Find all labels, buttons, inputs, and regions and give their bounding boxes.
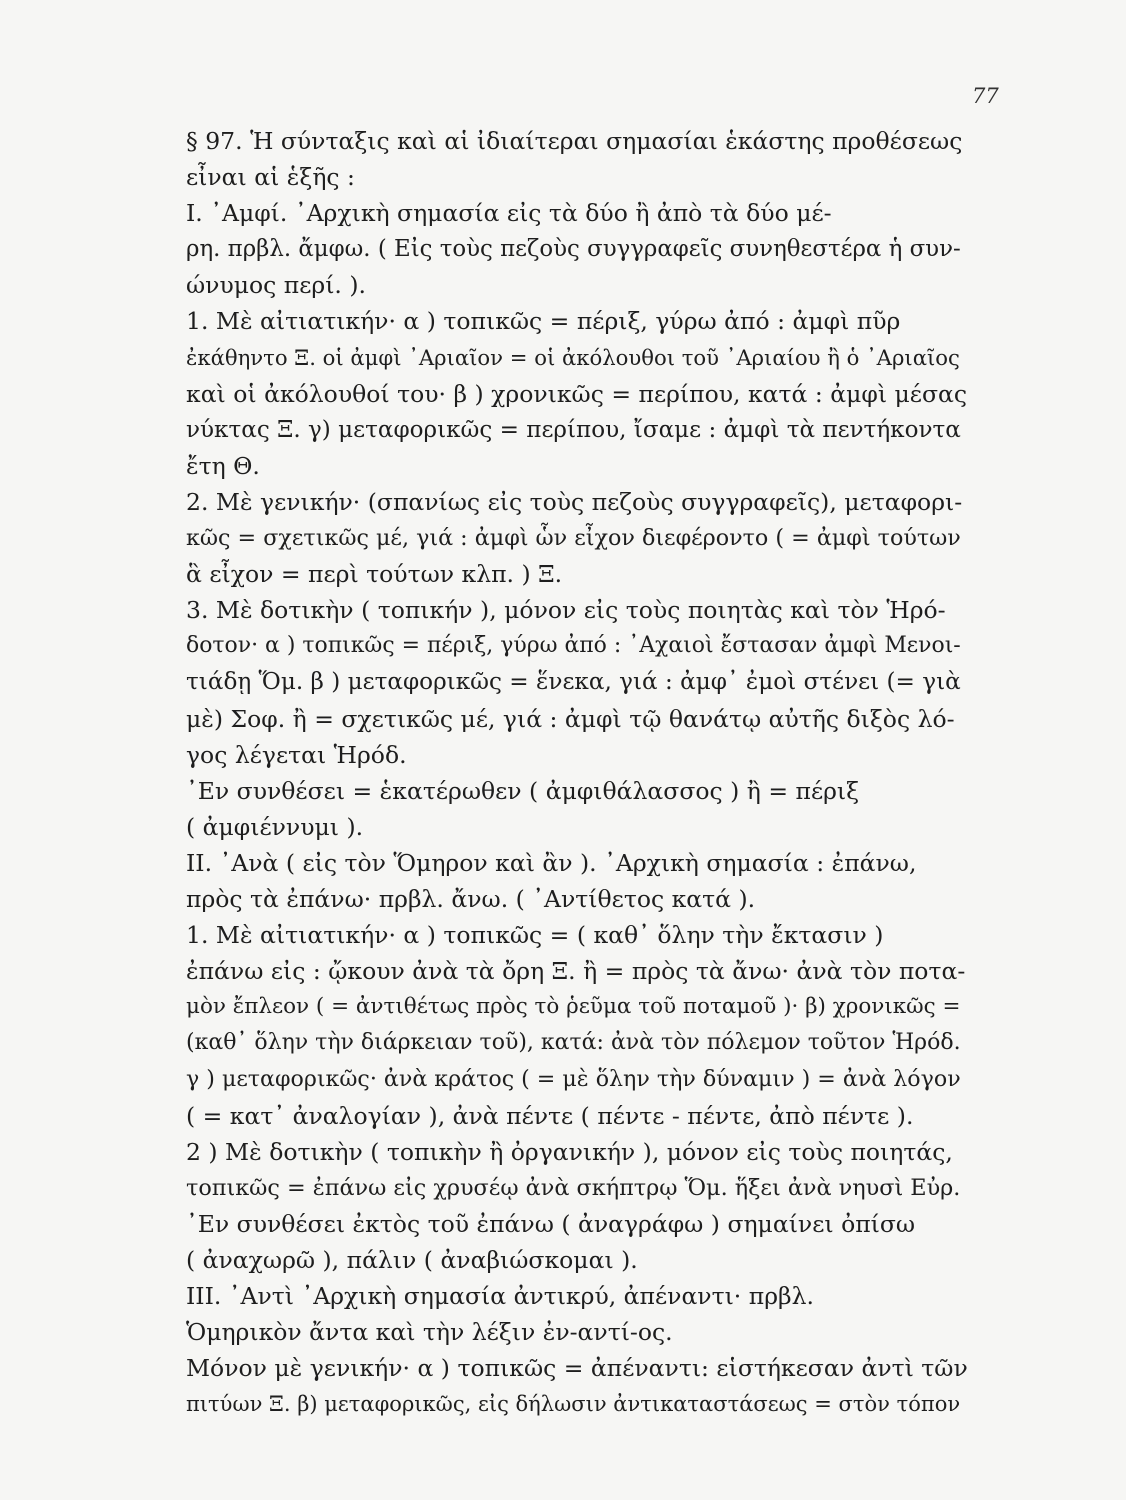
text-line: τιάδῃ Ὅμ. β ) μεταφορικῶς = ἕνεκα, γιά : ἀμφ᾿ ἐμοὶ στένει (= γιὰ — [186, 669, 961, 696]
text-line: II. ᾿Ανὰ ( εἰς τὸν Ὅμηρον καὶ ἂν ). ᾿Αρχικὴ σημασία : ἐπάνω, — [186, 848, 917, 877]
text-line: εἶναι αἱ ἑξῆς : — [186, 163, 355, 192]
text-line: § 97. Ἡ σύνταξις καὶ αἱ ἰδιαίτεραι σημασίαι ἑκάστης προθέσεως — [186, 127, 963, 155]
text-line: δοτον· α ) τοπικῶς = πέριξ, γύρω ἀπό : ᾿Αχαιοὶ ἔστασαν ἀμφὶ Μενοι- — [186, 633, 961, 659]
text-line: τοπικῶς = ἐπάνω εἰς χρυσέῳ ἀνὰ σκήπτρῳ Ὅμ. ἥξει ἀνὰ νηυσὶ Εὐρ. — [186, 1174, 961, 1201]
text-line: 1. Μὲ αἰτιατικήν· α ) τοπικῶς = πέριξ, γύρω ἀπό : ἀμφὶ πῦρ — [186, 307, 901, 336]
text-line: ρη. πρβλ. ἄμφω. ( Εἰς τοὺς πεζοὺς συγγραφεῖς συνηθεστέρα ἡ συν- — [186, 236, 961, 263]
text-line: Μόνον μὲ γενικήν· α ) τοπικῶς = ἀπέναντι: εἱστήκεσαν ἀντὶ τῶν — [186, 1354, 968, 1383]
text-line: ἐπάνω εἰς : ᾤκουν ἀνὰ τὰ ὄρη Ξ. ἢ = πρὸς τὰ ἄνω· ἀνὰ τὸν ποτα- — [186, 957, 966, 986]
text-line: ἔτη Θ. — [186, 451, 260, 480]
text-line: 3. Μὲ δοτικὴν ( τοπικήν ), μόνον εἰς τοὺς ποιητὰς καὶ τὸν Ἡρό- — [186, 596, 946, 625]
text-line: μὲ) Σοφ. ἢ = σχετικῶς μέ, γιά : ἀμφὶ τῷ θανάτῳ αὐτῆς διξὸς λό- — [186, 704, 955, 733]
text-line: γος λέγεται Ἡρόδ. — [186, 740, 407, 769]
text-line: νύκτας Ξ. γ) μεταφορικῶς = περίπου, ἴσαμε : ἀμφὶ τὰ πεντήκοντα — [186, 416, 961, 443]
page-number: 77 — [972, 84, 999, 108]
text-line: πιτύων Ξ. β) μεταφορικῶς, εἰς δήλωσιν ἀντικαταστάσεως = στὸν τόπον — [186, 1391, 961, 1417]
text-line: ᾿Εν συνθέσει = ἑκατέρωθεν ( ἀμφιθάλασσος ) ἢ = πέριξ — [186, 776, 860, 805]
text-line: ( ἀναχωρῶ ), πάλιν ( ἀναβιώσκομαι ). — [186, 1245, 638, 1274]
text-line: 1. Μὲ αἰτιατικήν· α ) τοπικῶς = ( καθ᾿ ὅλην τὴν ἔκτασιν ) — [186, 921, 884, 950]
text-line: 2 ) Μὲ δοτικὴν ( τοπικὴν ἢ ὀργανικήν ), μόνον εἰς τοὺς ποιητάς, — [186, 1137, 953, 1166]
text-line: γ ) μεταφορικῶς· ἀνὰ κράτος ( = μὲ ὅλην τὴν δύναμιν ) = ἀνὰ λόγον — [186, 1066, 961, 1093]
text-line: ᾿Εν συνθέσει ἐκτὸς τοῦ ἐπάνω ( ἀναγράφω ) σημαίνει ὀπίσω — [186, 1209, 916, 1238]
text-line: III. ᾿Αντὶ ᾿Αρχικὴ σημασία ἀντικρύ, ἀπέναντι· πρβλ. — [186, 1282, 814, 1310]
text-line: ώνυμος περί. ). — [186, 271, 367, 300]
text-line: ( = κατ᾿ ἀναλογίαν ), ἀνὰ πέντε ( πέντε - πέντε, ἀπὸ πέντε ). — [186, 1101, 914, 1130]
text-line: I. ᾿Αμφί. ᾿Αρχικὴ σημασία εἰς τὰ δύο ἢ ἀπὸ τὰ δύο μέ- — [186, 199, 832, 228]
text-line: μὸν ἔπλεον ( = ἀντιθέτως πρὸς τὸ ῥεῦμα τοῦ ποταμοῦ )· β) χρονικῶς = — [186, 994, 961, 1020]
text-line: ἐκάθηντο Ξ. οἱ ἀμφὶ ᾿Αριαῖον = οἱ ἀκόλουθοι τοῦ ᾿Αριαίου ἢ ὁ ᾿Αριαῖος — [186, 344, 960, 370]
text-line: Ὁμηρικὸν ἄντα καὶ τὴν λέξιν ἐν-αντί-ος. — [186, 1318, 673, 1347]
text-line: πρὸς τὰ ἐπάνω· πρβλ. ἄνω. ( ᾿Αντίθετος κατά ). — [186, 884, 756, 913]
text-line: ἃ εἶχον = περὶ τούτων κλπ. ) Ξ. — [186, 560, 563, 589]
text-line: (καθ᾿ ὅλην τὴν διάρκειαν τοῦ), κατά: ἀνὰ τὸν πόλεμον τοῦτον Ἡρόδ. — [186, 1030, 961, 1056]
text-line: 2. Μὲ γενικήν· (σπανίως εἰς τοὺς πεζοὺς συγγραφεῖς), μεταφορι- — [186, 487, 963, 516]
text-line: κῶς = σχετικῶς μέ, γιά : ἀμφὶ ὧν εἶχον διεφέροντο ( = ἀμφὶ τούτων — [186, 525, 961, 552]
body-text — [186, 123, 968, 1422]
text-line: ( ἀμφιέννυμι ). — [186, 812, 364, 841]
text-line: καὶ οἱ ἀκόλουθοί του· β ) χρονικῶς = περίπου, κατά : ἀμφὶ μέσας — [186, 379, 968, 408]
